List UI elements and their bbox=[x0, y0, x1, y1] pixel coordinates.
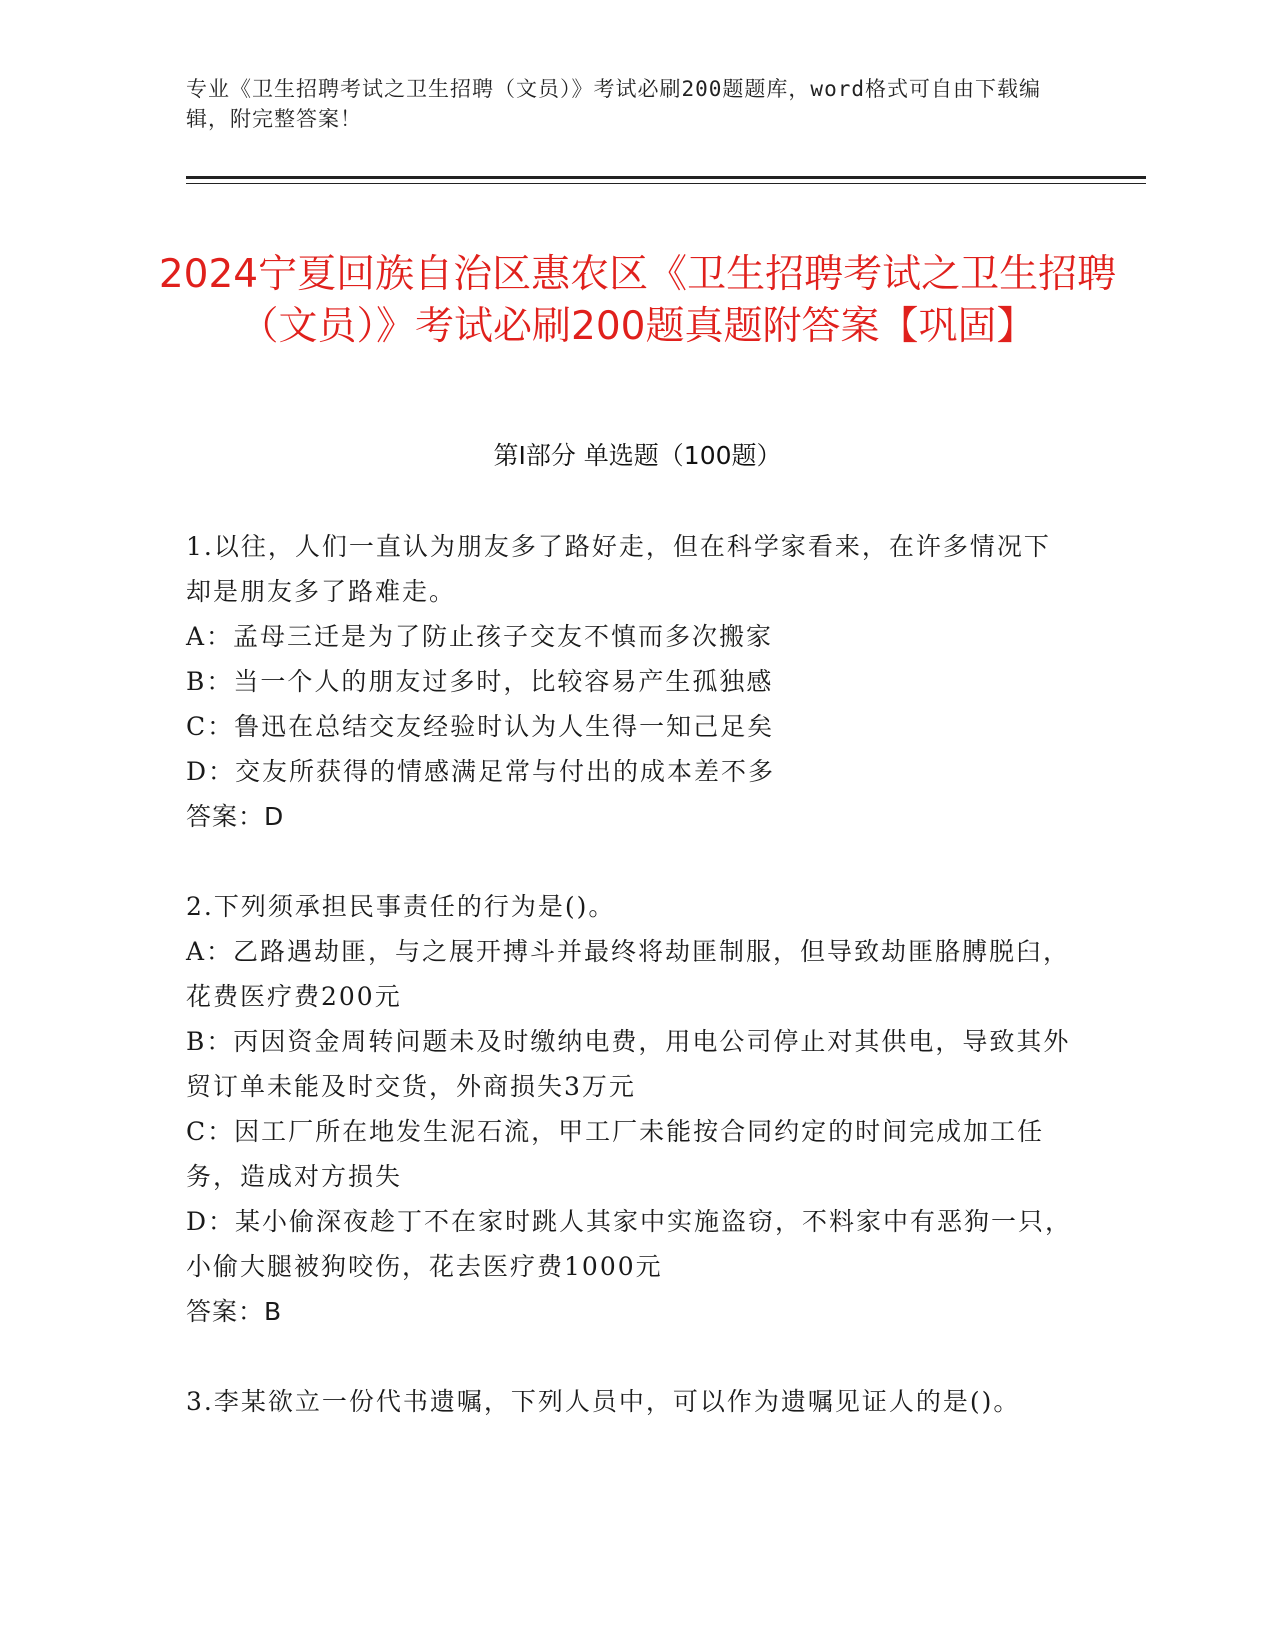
question-2 bbox=[186, 884, 1076, 1334]
answer: 答案：B bbox=[186, 1297, 283, 1326]
option-b: B：丙因资金周转问题未及时缴纳电费，用电公司停止对其供电，导致其外贸订单未能及时交货，外商损失3万元 bbox=[186, 1027, 1071, 1101]
question-list bbox=[186, 524, 1076, 1469]
section-heading: 第I部分 单选题（100题） bbox=[493, 441, 782, 470]
header-divider-thick bbox=[186, 176, 1146, 179]
header-note: 专业《卫生招聘考试之卫生招聘（文员）》考试必刷200题题库，word格式可自由下载编辑，附完整答案！ bbox=[186, 77, 1041, 131]
header-divider-thin bbox=[186, 183, 1146, 184]
option-a: A：乙路遇劫匪，与之展开搏斗并最终将劫匪制服，但导致劫匪胳膊脱臼，花费医疗费200元 bbox=[186, 937, 1071, 1011]
question-3 bbox=[186, 1379, 1076, 1424]
option-a: A：孟母三迁是为了防止孩子交友不慎而多次搬家 bbox=[186, 622, 774, 651]
option-d: D：某小偷深夜趁丁不在家时跳人其家中实施盗窃，不料家中有恶狗一只，小偷大腿被狗咬伤，花去医疗费1000元 bbox=[186, 1207, 1073, 1281]
answer: 答案：D bbox=[186, 802, 285, 831]
option-d: D：交友所获得的情感满足常与付出的成本差不多 bbox=[186, 757, 776, 786]
question-stem: 1.以往，人们一直认为朋友多了路好走，但在科学家看来，在许多情况下却是朋友多了路难走。 bbox=[186, 532, 1051, 606]
option-c: C：鲁迅在总结交友经验时认为人生得一知己足矣 bbox=[186, 712, 775, 741]
question-1 bbox=[186, 524, 1076, 839]
option-b: B：当一个人的朋友过多时，比较容易产生孤独感 bbox=[186, 667, 774, 696]
question-stem: 2.下列须承担民事责任的行为是()。 bbox=[186, 892, 616, 921]
option-c: C：因工厂所在地发生泥石流，甲工厂未能按合同约定的时间完成加工任务，造成对方损失 bbox=[186, 1117, 1045, 1191]
question-stem: 3.李某欲立一份代书遗嘱，下列人员中，可以作为遗嘱见证人的是()。 bbox=[186, 1387, 1021, 1416]
document-title: 2024宁夏回族自治区惠农区《卫生招聘考试之卫生招聘（文员）》考试必刷200题真题附答案【巩固】 bbox=[158, 252, 1117, 350]
